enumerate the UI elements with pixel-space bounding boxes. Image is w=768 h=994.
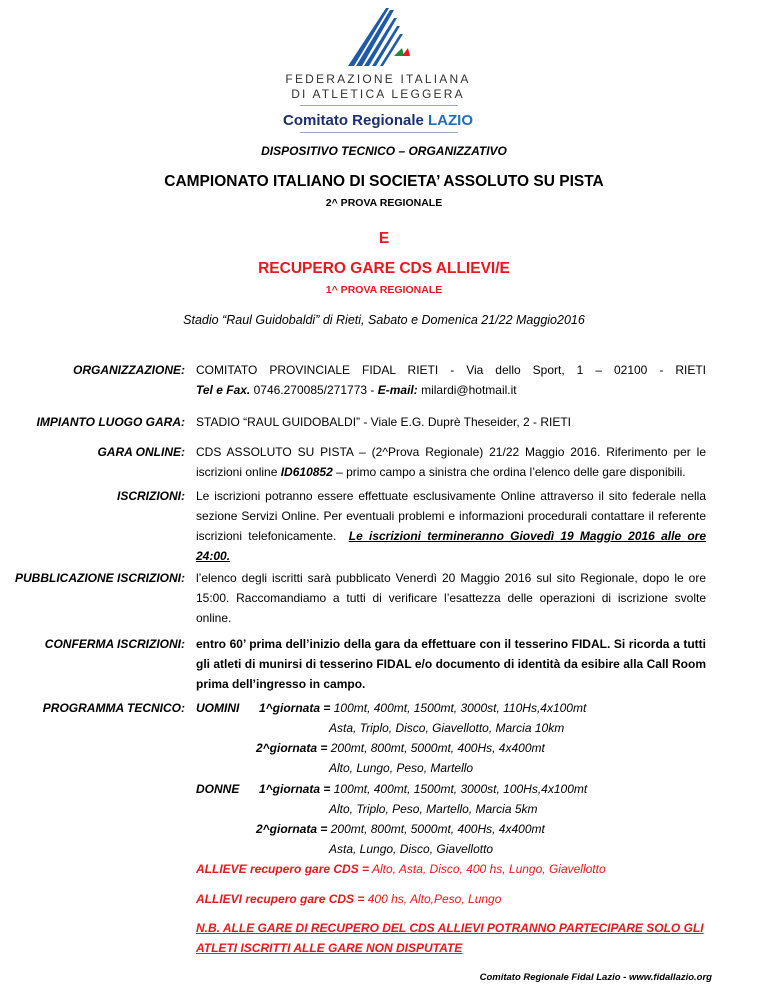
logo-divider-bottom xyxy=(300,132,458,133)
donne-g1: 1^giornata = 100mt, 400mt, 1500mt, 3000st, 100Hs,4x100mt xyxy=(259,782,588,796)
document-type: DISPOSITIVO TECNICO – ORGANIZZATIVO xyxy=(261,144,507,158)
conferma-value: entro 60’ prima dell’inizio della gara da effettuare con il tesserino FIDAL. Si ricorda a tutti gli atleti di munirsi di tesserino FIDAL e/o documento di identità da esibire alla Call Room prima dell’ingresso in campo. xyxy=(196,637,706,691)
iscrizioni-deadline: Le iscrizioni termineranno Giovedì 19 Maggio 2016 alle ore 24:00. xyxy=(196,529,706,563)
gara-online-label: GARA ONLINE: xyxy=(97,445,185,459)
iscrizioni-text: Le iscrizioni potranno essere effettuate esclusivamente Online attraverso il sito federale nella sezione Servizi Online. Per eventuali problemi e informazioni procedurali contattare il referente iscrizioni telefonicamente. xyxy=(196,489,706,543)
donne-g2-b: Asta, Lungo, Disco, Giavellotto xyxy=(329,842,494,856)
footer: Comitato Regionale Fidal Lazio - www.fidallazio.org xyxy=(479,972,712,983)
fidal-emblem-icon xyxy=(322,8,432,70)
comitato-label: Comitato Regionale LAZIO xyxy=(282,112,474,129)
email-address: milardi@hotmail.it xyxy=(421,383,517,397)
pubblicazione-label: PUBBLICAZIONE ISCRIZIONI: xyxy=(15,571,185,585)
gara-online-note: – primo campo a sinistra che ordina l’elenco delle gare disponibili. xyxy=(336,465,686,479)
main-title: CAMPIONATO ITALIANO DI SOCIETA’ ASSOLUTO SU PISTA xyxy=(164,173,604,190)
main-subtitle: 2^ PROVA REGIONALE xyxy=(325,197,443,209)
impianto-label: IMPIANTO LUOGO GARA: xyxy=(36,415,185,429)
uomini-g2: 2^giornata = 200mt, 800mt, 5000mt, 400Hs, 4x400mt xyxy=(256,741,545,755)
uomini-label: UOMINI xyxy=(196,701,240,715)
second-title: RECUPERO GARE CDS ALLIEVI/E xyxy=(258,260,510,277)
region-label: LAZIO xyxy=(428,112,474,129)
logo-divider xyxy=(300,105,458,106)
allievi-recupero: ALLIEVI recupero gare CDS = 400 hs, Alto,Peso, Lungo xyxy=(196,892,502,906)
federation-name-line1: FEDERAZIONE ITALIANA xyxy=(285,72,471,86)
nb-note: N.B. ALLE GARE DI RECUPERO DEL CDS ALLIEVI POTRANNO PARTECIPARE SOLO GLI ATLETI ISCRITTI ALLE GARE NON DISPUTATE xyxy=(196,921,704,955)
venue-date: Stadio “Raul Guidobaldi” di Rieti, Sabato e Domenica 21/22 Maggio2016 xyxy=(183,313,585,327)
uomini-g1: 1^giornata = 100mt, 400mt, 1500mt, 3000st, 110Hs,4x100mt xyxy=(259,701,587,715)
second-subtitle: 1^ PROVA REGIONALE xyxy=(325,284,443,296)
email-label: E-mail: xyxy=(377,383,418,397)
conferma-label: CONFERMA ISCRIZIONI: xyxy=(44,637,185,651)
organizzazione-label: ORGANIZZAZIONE: xyxy=(73,363,185,377)
donne-label: DONNE xyxy=(196,782,240,796)
organizzazione-value xyxy=(196,360,706,400)
tel-number: 0746.270085/271773 - xyxy=(253,383,375,397)
uomini-g1-b: Asta, Triplo, Disco, Giavellotto, Marcia 10km xyxy=(329,721,565,735)
uomini-g2-b: Alto, Lungo, Peso, Martello xyxy=(329,761,474,775)
gara-online-text: CDS ASSOLUTO SU PISTA – (2^Prova Regionale) 21/22 Maggio 2016. Riferimento per le iscrizioni online xyxy=(196,445,706,479)
federation-name-line2: DI ATLETICA LEGGERA xyxy=(291,87,465,101)
donne-g1-b: Alto, Triplo, Peso, Martello, Marcia 5km xyxy=(329,802,538,816)
fidal-logo xyxy=(278,8,478,136)
programma-label: PROGRAMMA TECNICO: xyxy=(42,701,185,715)
pubblicazione-value: l’elenco degli iscritti sarà pubblicato Venerdì 20 Maggio 2016 sul sito Regionale, dopo le ore 15:00. Raccomandiamo a tutti di verificare l’esattezza delle operazioni di iscrizione svolte online. xyxy=(196,571,706,625)
conjunction: E xyxy=(378,230,390,247)
iscrizioni-value xyxy=(196,486,706,566)
impianto-value: STADIO “RAUL GUIDOBALDI” - Viale E.G. Duprè Theseider, 2 - RIETI xyxy=(196,415,571,429)
organizzazione-address: COMITATO PROVINCIALE FIDAL RIETI - Via dello Sport, 1 – 02100 - RIETI xyxy=(196,363,706,377)
gara-online-value xyxy=(196,442,706,482)
allieve-recupero: ALLIEVE recupero gare CDS = Alto, Asta, Disco, 400 hs, Lungo, Giavellotto xyxy=(196,862,606,876)
donne-g2: 2^giornata = 200mt, 800mt, 5000mt, 400Hs, 4x400mt xyxy=(256,822,545,836)
gara-id: ID610852 xyxy=(280,465,333,479)
tel-label: Tel e Fax. xyxy=(196,383,251,397)
iscrizioni-label: ISCRIZIONI: xyxy=(117,489,185,503)
